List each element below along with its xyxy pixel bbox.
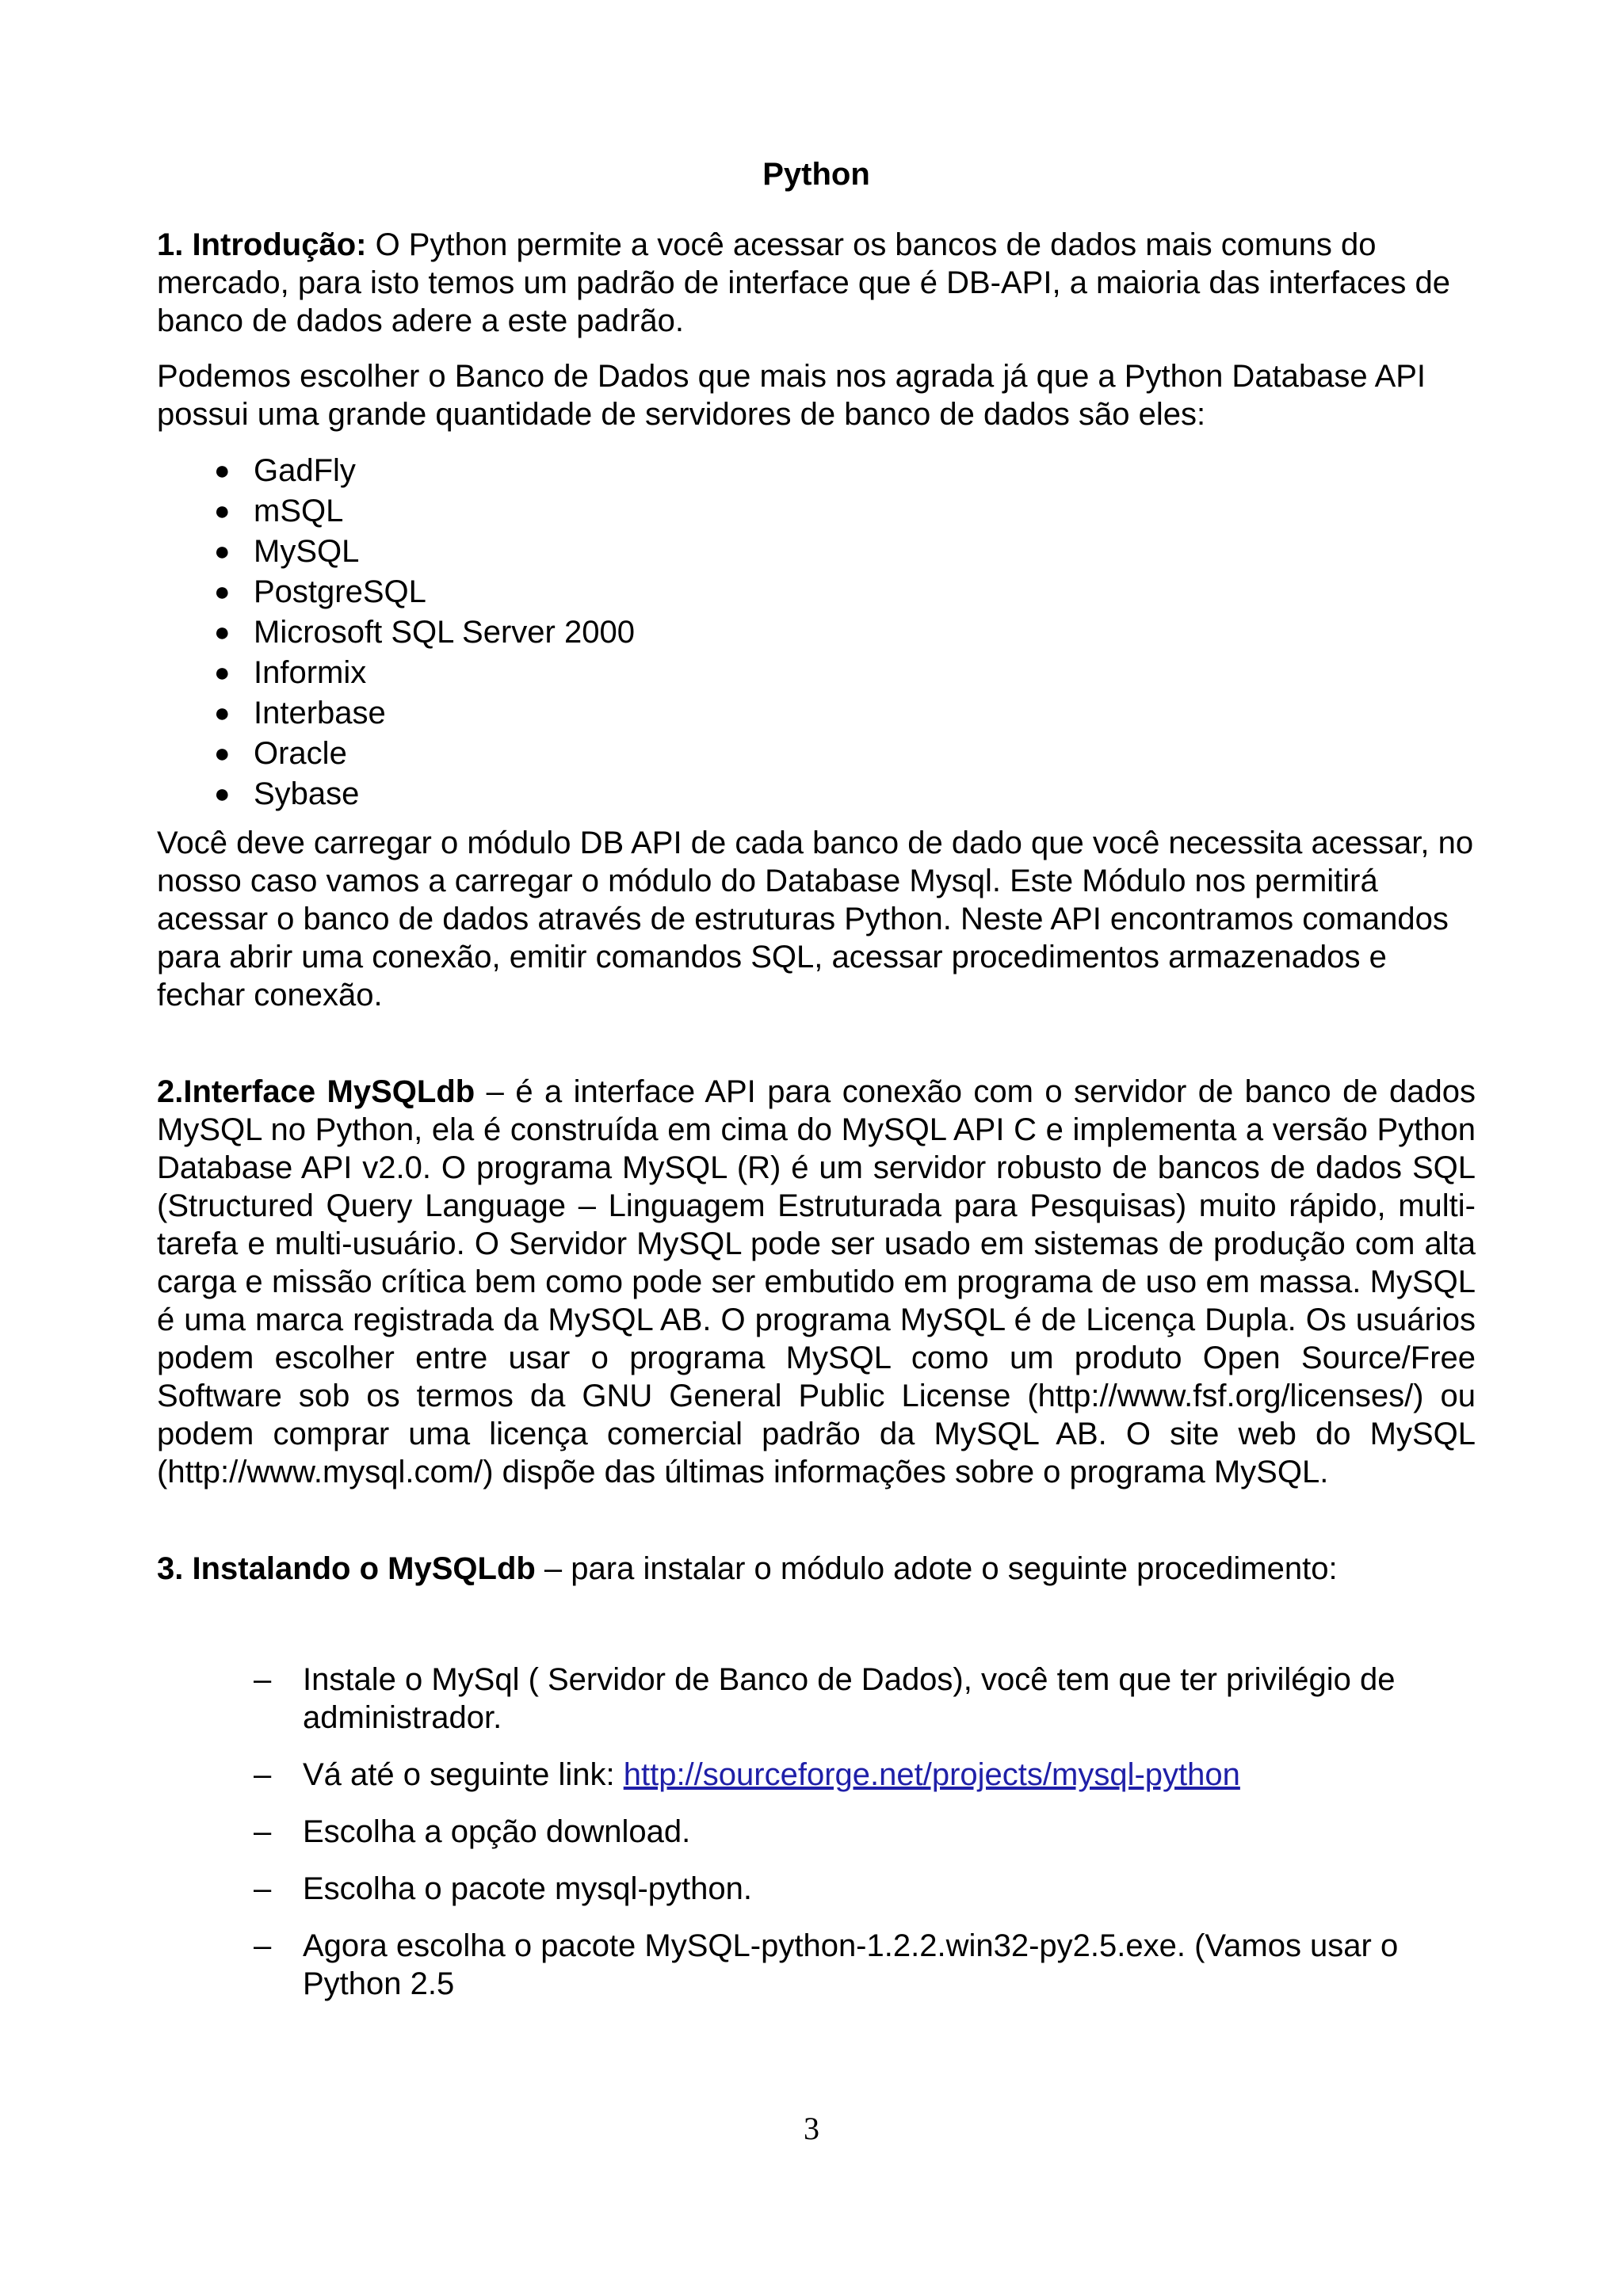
intro-paragraph-3: Você deve carregar o módulo DB API de cada banco de dado que você necessita acessar, no nosso caso vamos a carregar o módulo do Database Mysql. Este Módulo nos permitirá acessar o banco de dados através de estruturas Python. Neste API encontramos comandos para abrir uma conexão, emitir comandos SQL, acessar procedimentos armazenados e fechar conexão. xyxy=(157,826,1474,1013)
bullet-icon: ● xyxy=(214,658,231,688)
dash-marker: – xyxy=(254,1814,272,1849)
database-name: Interbase xyxy=(254,696,386,730)
database-name: GadFly xyxy=(254,453,356,488)
list-item xyxy=(157,693,1476,734)
database-name: PostgreSQL xyxy=(254,574,426,609)
database-name: Informix xyxy=(254,655,367,690)
install-step-text: Instale o MySql ( Servidor de Banco de Dados), você tem que ter privilégio de administrador. xyxy=(303,1662,1396,1735)
list-item xyxy=(157,1756,1476,1794)
install-paragraph xyxy=(157,1550,1476,1588)
page-number: 3 xyxy=(804,2111,819,2146)
document-title: Python xyxy=(762,157,870,192)
list-item xyxy=(157,774,1476,814)
bullet-icon: ● xyxy=(214,496,231,526)
install-text: – para instalar o módulo adote o seguinte procedimento: xyxy=(535,1551,1338,1586)
document-page xyxy=(157,154,1476,2022)
dash-marker: – xyxy=(254,1662,272,1697)
intro-paragraph-2: Podemos escolher o Banco de Dados que mais nos agrada já que a Python Database API possui uma grande quantidade de servidores de banco de dados são eles: xyxy=(157,359,1426,432)
database-name: Microsoft SQL Server 2000 xyxy=(254,615,635,650)
spacer xyxy=(157,1508,1476,1550)
install-heading: 3. Instalando o MySQLdb xyxy=(157,1551,536,1586)
database-name: Oracle xyxy=(254,736,347,771)
spacer xyxy=(157,1032,1476,1073)
database-name: mSQL xyxy=(254,494,344,528)
list-item xyxy=(157,1813,1476,1851)
list-item xyxy=(157,1870,1476,1908)
interface-paragraph xyxy=(157,1073,1476,1491)
intro-paragraph xyxy=(157,226,1476,340)
bullet-icon: ● xyxy=(214,698,231,728)
intro-text: O Python permite a você acessar os bancos de dados mais comuns do mercado, para isto temos um padrão de interface que é DB-API, a maioria das interfaces de banco de dados adere a este padrão. xyxy=(157,227,1450,338)
database-name: Sybase xyxy=(254,776,360,811)
list-item xyxy=(157,1927,1476,2003)
list-item xyxy=(157,653,1476,693)
intro-heading: 1. Introdução: xyxy=(157,227,367,262)
spacer xyxy=(157,1605,1476,1661)
list-item xyxy=(157,532,1476,572)
dash-marker: – xyxy=(254,1757,272,1792)
bullet-icon: ● xyxy=(214,536,231,566)
interface-text: – é a interface API para conexão com o servidor de banco de dados MySQL no Python, ela é construída em cima do MySQL API C e implementa a versão Python Database API v2.0. O programa MySQL (R) é um servidor robusto de bancos de dados SQL (Structured Query Language – Linguagem Estruturada para Pesquisas) muito rápido, multi-tarefa e multi-usuário. O Servidor MySQL pode ser usado em sistemas de produção com alta carga e missão crítica bem como pode ser embutido em programa de uso em massa. MySQL é uma marca registrada da MySQL AB. O programa MySQL é de Licença Dupla. Os usuários podem escolher entre usar o programa MySQL como um produto Open Source/Free Software sob os termos da GNU General Public License (http://www.fsf.org/licenses/) ou podem comprar uma licença comercial padrão da MySQL AB. O site web do MySQL (http://www.mysql.com/) dispõe das últimas informações sobre o programa MySQL. xyxy=(157,1074,1476,1489)
install-step-text: Escolha o pacote mysql-python. xyxy=(303,1871,752,1906)
list-item xyxy=(157,572,1476,612)
bullet-icon: ● xyxy=(214,577,231,607)
list-item xyxy=(157,1661,1476,1737)
list-item xyxy=(157,491,1476,532)
bullet-icon: ● xyxy=(214,779,231,809)
bullet-icon: ● xyxy=(214,738,231,769)
install-steps xyxy=(157,1661,1476,2003)
bullet-icon: ● xyxy=(214,456,231,486)
install-step-text: Agora escolha o pacote MySQL-python-1.2.2.win32-py2.5.exe. (Vamos usar o Python 2.5 xyxy=(303,1928,1399,2001)
dash-marker: – xyxy=(254,1871,272,1906)
sourceforge-link[interactable]: http://sourceforge.net/projects/mysql-python xyxy=(623,1757,1240,1792)
list-item xyxy=(157,451,1476,491)
install-step-text: Escolha a opção download. xyxy=(303,1814,691,1849)
bullet-icon: ● xyxy=(214,617,231,647)
database-list xyxy=(157,451,1476,814)
dash-marker: – xyxy=(254,1928,272,1963)
interface-heading: 2.Interface MySQLdb xyxy=(157,1074,475,1109)
list-item xyxy=(157,734,1476,774)
database-name: MySQL xyxy=(254,534,360,569)
install-step-text: Vá até o seguinte link: xyxy=(303,1757,624,1792)
list-item xyxy=(157,612,1476,653)
